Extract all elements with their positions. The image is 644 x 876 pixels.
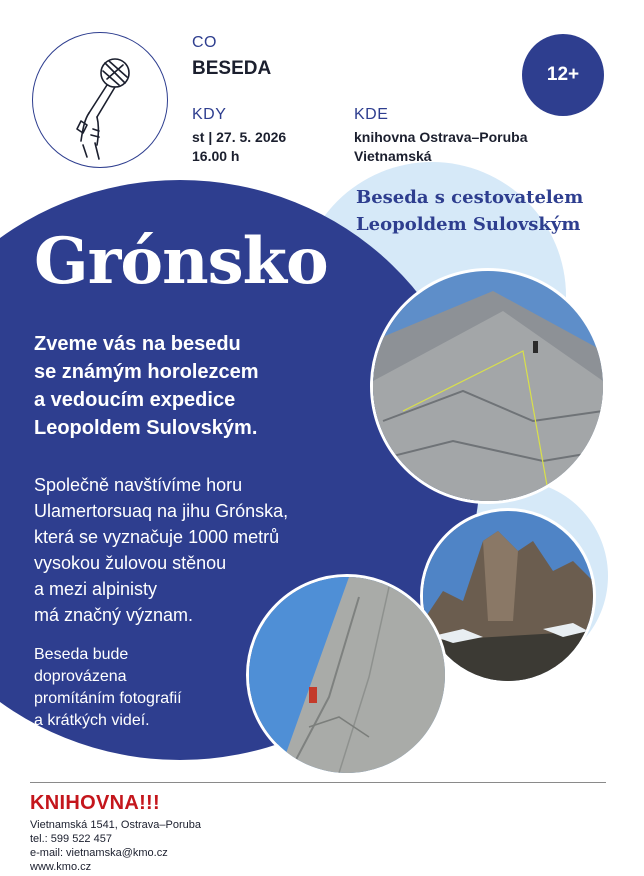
footer-address: Vietnamská 1541, Ostrava–Poruba (30, 819, 202, 831)
age-badge: 12+ (522, 34, 604, 116)
description-line: a mezi alpinisty (34, 579, 158, 599)
description-line: vysokou žulovou stěnou (34, 553, 227, 573)
event-subtitle (356, 184, 583, 238)
microphone-illustration (32, 32, 168, 168)
projection-line: promítáním fotografií (34, 690, 182, 707)
co-value: BESEDA (192, 58, 272, 79)
projection-paragraph (34, 644, 254, 732)
kde-place: knihovna Ostrava–Poruba (354, 129, 528, 145)
projection-line: doprovázena (34, 668, 127, 685)
kdy-label: KDY (192, 106, 227, 123)
kde-branch: Vietnamská (354, 148, 432, 164)
lead-line: Leopoldem Sulovským. (34, 417, 258, 439)
microphone-icon (33, 33, 169, 169)
co-label: CO (192, 34, 217, 51)
photo-granite-slab (370, 268, 606, 504)
description-line: má značný význam. (34, 605, 194, 625)
lead-line: Zveme vás na besedu (34, 333, 241, 355)
lead-paragraph (34, 330, 364, 442)
lead-line: se známým horolezcem (34, 361, 259, 383)
description-line: Společně navštívíme horu (34, 475, 243, 495)
subtitle-line: Beseda s cestovatelem (356, 187, 584, 208)
footer-divider (30, 782, 606, 783)
page-title: Grónsko (34, 224, 328, 299)
subtitle-line: Leopoldem Sulovským (356, 214, 581, 235)
kdy-date: st | 27. 5. 2026 (192, 129, 287, 145)
description-line: která se vyznačuje 1000 metrů (34, 527, 280, 547)
photo-climber-wall (246, 574, 448, 776)
projection-line: a krátkých videí. (34, 712, 150, 729)
description-line: Ulamertorsuaq na jihu Grónska, (34, 501, 289, 521)
kdy-time: 16.00 h (192, 148, 240, 164)
lead-line: a vedoucím expedice (34, 389, 236, 411)
kde-label: KDE (354, 106, 389, 123)
footer-email[interactable]: e-mail: vietnamska@kmo.cz (30, 847, 168, 859)
library-logo: KNIHOVNA!!! (30, 792, 160, 814)
footer-web[interactable]: www.kmo.cz (30, 861, 92, 873)
footer-phone: tel.: 599 522 457 (30, 833, 112, 845)
projection-line: Beseda bude (34, 646, 129, 663)
